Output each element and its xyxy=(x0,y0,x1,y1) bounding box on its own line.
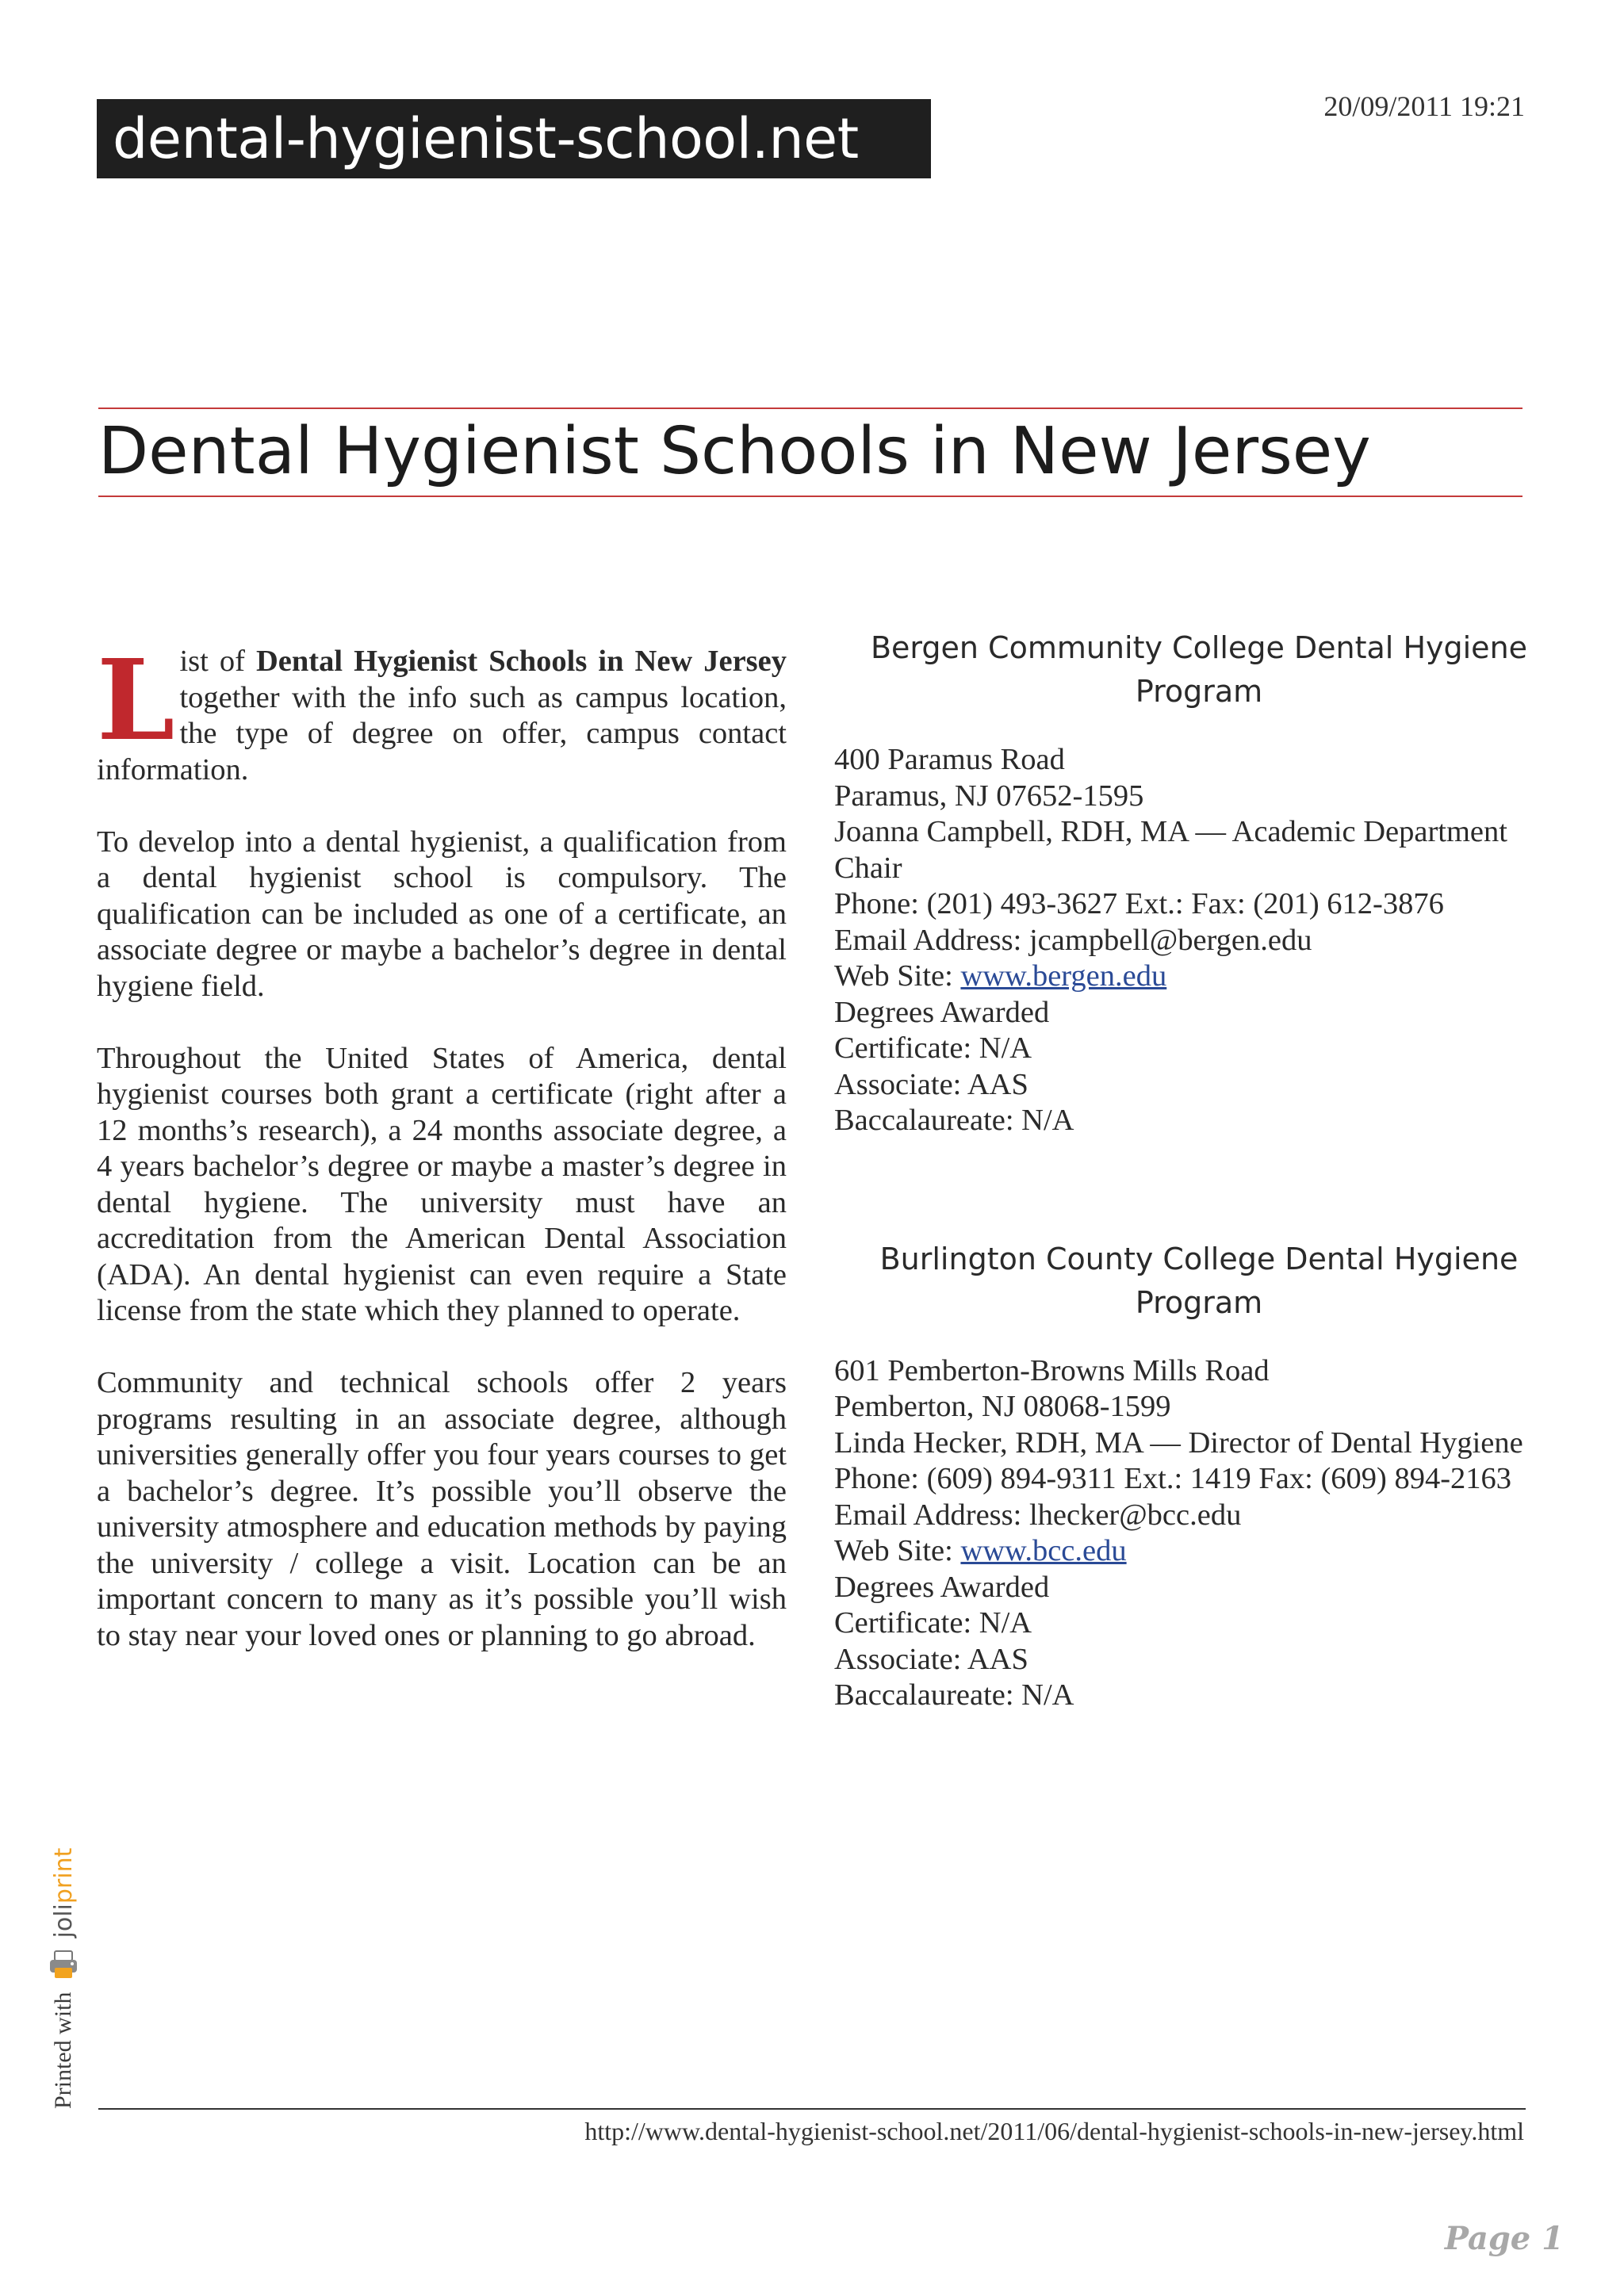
email-address: Email Address: jcampbell@bergen.edu xyxy=(834,923,1312,957)
address-line: 601 Pemberton-Browns Mills Road xyxy=(834,1353,1270,1387)
article-body xyxy=(97,636,787,1690)
contact-person: Linda Hecker, RDH, MA — Director of Dental Hygiene xyxy=(834,1425,1523,1460)
body-paragraph: To develop into a dental hygienist, a qualification from a dental hygienist school is compulsory. The qualification can be included as one of a certificate, an associate degree or maybe a bachelor’s degree in dental hygiene field. xyxy=(97,825,787,1003)
intro-text-after: together with the info such as campus location, the type of degree on offer, campus contact information. xyxy=(97,680,787,786)
intro-text-before: ist of xyxy=(179,645,256,678)
degree-associate: Associate: AAS xyxy=(834,1642,1028,1676)
web-site xyxy=(834,959,1564,995)
intro-bold-text: Dental Hygienist Schools in New Jersey xyxy=(255,645,787,678)
intro-paragraph xyxy=(97,636,787,788)
contact-person: Joanna Campbell, RDH, MA — Academic Department Chair xyxy=(834,815,1507,885)
print-date: 20/09/2011 19:21 xyxy=(1323,90,1525,122)
printed-with-label: Printed with xyxy=(50,1992,76,2109)
page-title: Dental Hygienist Schools in New Jersey xyxy=(98,414,1371,489)
school-entry xyxy=(834,1238,1564,1714)
degrees-heading: Degrees Awarded xyxy=(834,995,1050,1029)
address-city: Paramus, NJ 07652-1595 xyxy=(834,779,1144,813)
degrees-heading: Degrees Awarded xyxy=(834,1570,1050,1604)
degree-associate: Associate: AAS xyxy=(834,1067,1028,1101)
school-name: Burlington County College Dental Hygiene Program xyxy=(879,1241,1519,1320)
phone-fax: Phone: (201) 493-3627 Ext.: Fax: (201) 612-3876 xyxy=(834,887,1444,920)
phone-fax: Phone: (609) 894-9311 Ext.: 1419 Fax: (609) 894-2163 xyxy=(834,1462,1512,1495)
web-site-link[interactable]: www.bergen.edu xyxy=(960,959,1167,993)
drop-cap: L xyxy=(97,636,175,766)
web-site xyxy=(834,1533,1564,1570)
school-entry xyxy=(834,626,1564,1139)
footer-rule xyxy=(98,2108,1526,2110)
address-city: Pemberton, NJ 08068-1599 xyxy=(834,1390,1171,1423)
address-line: 400 Paramus Road xyxy=(834,743,1065,776)
school-name: Bergen Community College Dental Hygiene Program xyxy=(870,630,1528,709)
school-list xyxy=(834,626,1564,1714)
title-rule-bottom xyxy=(98,496,1522,497)
printed-with-badge[interactable] xyxy=(48,1848,79,2109)
footer-source-url[interactable]: http://www.dental-hygienist-school.net/2011/06/dental-hygienist-schools-in-new-jersey.html xyxy=(584,2117,1524,2145)
degree-certificate: Certificate: N/A xyxy=(834,1031,1032,1065)
degree-baccalaureate: Baccalaureate: N/A xyxy=(834,1104,1074,1137)
web-site-label: Web Site: xyxy=(834,959,961,993)
body-paragraph: Community and technical schools offer 2 years programs resulting in an associate degree, although universities generally offer you four years courses to get a bachelor’s degree. It’s possible you’ll observe the university atmosphere and education methods by paying the university / college a visit. Location can be an important concern to many as it’s possible you’ll wish to stay near your loved ones or planning to go abroad. xyxy=(97,1366,787,1652)
degree-baccalaureate: Baccalaureate: N/A xyxy=(834,1678,1074,1712)
degree-certificate: Certificate: N/A xyxy=(834,1606,1032,1640)
page-number: Page 1 xyxy=(1444,2220,1564,2257)
web-site-label: Web Site: xyxy=(834,1534,961,1567)
email-address: Email Address: lhecker@bcc.edu xyxy=(834,1498,1242,1532)
body-paragraph: Throughout the United States of America, dental hygienist courses both grant a certificate (right after a 12 months’s research), a 24 months associate degree, a 4 years bachelor’s degree or maybe a master’s degree in dental hygiene. The university must have an accreditation from the American Dental Association (ADA). An dental hygienist can even require a State license from the state which they planned to operate. xyxy=(97,1041,787,1327)
title-rule-top xyxy=(98,408,1522,409)
web-site-link[interactable]: www.bcc.edu xyxy=(960,1534,1127,1567)
joliprint-logo: joliprint xyxy=(49,1847,78,1938)
printer-icon xyxy=(48,1950,79,1981)
site-logo[interactable]: dental-hygienist-school.net xyxy=(97,99,931,178)
